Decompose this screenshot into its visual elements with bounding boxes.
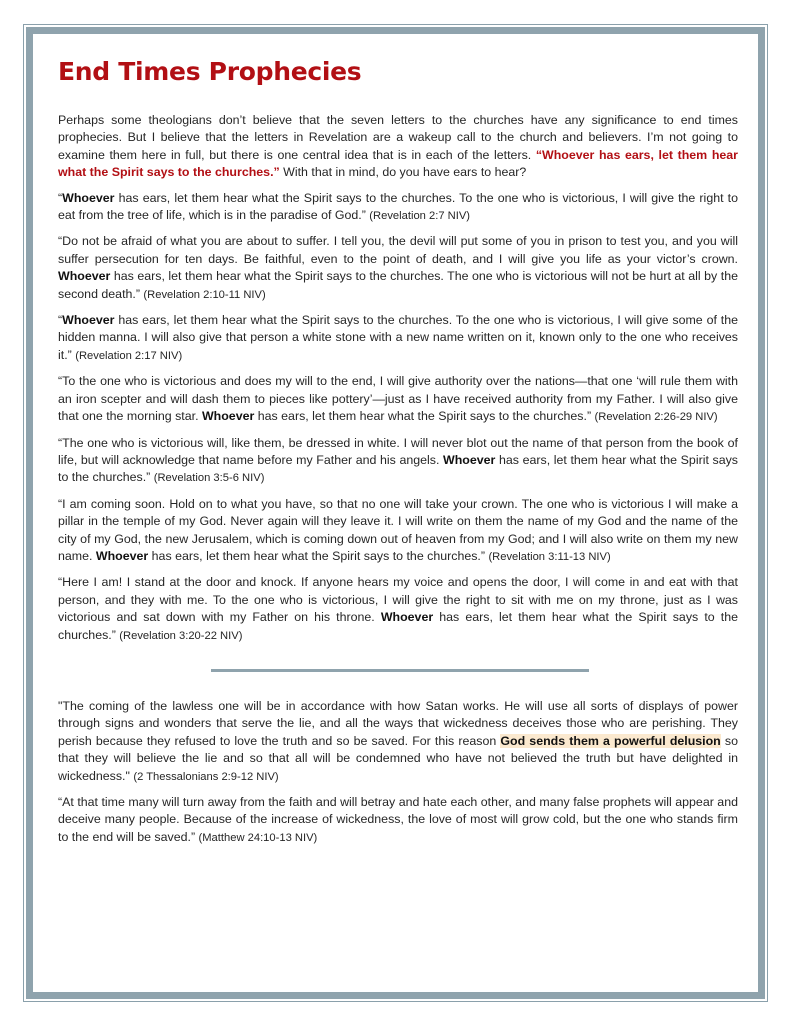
- verse-reference: (Revelation 3:20-22 NIV): [119, 629, 243, 642]
- verse-paragraph: [58, 312, 738, 365]
- verse-paragraph: [58, 435, 738, 488]
- verse-text: “Here I am! I stand at the door and knock. If anyone hears my voice and opens the door, I will come in and eat with that person, and they with me. To the one who is victorious, I will give the right to sit with me on my throne, just as I was victorious and sat down with my Father on his throne.: [58, 575, 738, 625]
- verse-paragraph: [58, 233, 738, 304]
- verse-text: “: [58, 313, 63, 328]
- verse-text: “I am coming soon. Hold on to what you have, so that no one will take your crown. The one who is victorious I will make a pillar in the temple of my God. Never again will they leave it. I will write on them the name of my God and the name of the city of my God, the new Jerusalem, which is coming down out of heaven from my God; and I will also write on them my new name.: [58, 496, 738, 563]
- verse-text: “: [58, 190, 63, 205]
- verse-text: has ears, let them hear what the Spirit says to the churches.”: [148, 548, 489, 563]
- verse-text: has ears, let them hear what the Spirit says to the churches.”: [254, 409, 595, 424]
- verse-reference: (Revelation 2:17 NIV): [75, 349, 183, 362]
- verse-reference: (Revelation 2:10-11 NIV): [143, 288, 266, 301]
- verse-paragraph: [58, 373, 738, 426]
- verse-text: “To the one who is victorious and does my will to the end, I will give authority over the nations—that one ‘will rule them with an iron scepter and will dash them to pieces like pottery’—just as I have received authority from my Father. I will also give that one the morning star.: [58, 374, 738, 424]
- verse-reference: (Revelation 2:7 NIV): [369, 210, 471, 223]
- verse-bold-word: Whoever: [62, 313, 115, 328]
- verse-paragraph: [58, 496, 738, 567]
- verse-bold-word: Whoever: [58, 269, 111, 284]
- matthew-paragraph: [58, 794, 738, 847]
- verse-text: has ears, let them hear what the Spirit says to the churches. To the one who is victorious, I will give the right to eat from the tree of life, which is in the paradise of God.”: [58, 190, 738, 223]
- verse-bold-word: Whoever: [201, 409, 255, 424]
- intro-paragraph: [58, 112, 738, 182]
- verse-text: has ears, let them hear what the Spirit says to the churches.”: [58, 610, 738, 642]
- intro-text-end: With that in mind, do you have ears to hear?: [279, 165, 527, 180]
- verse-reference: (Revelation 3:5-6 NIV): [153, 472, 265, 485]
- verse-text: so that they will believe the lie and so that all will be condemned who have not believed the truth but have delighted in wickedness.": [58, 733, 738, 783]
- highlighted-phrase: God sends them a powerful delusion: [500, 733, 721, 748]
- verse-reference: (2 Thessalonians 2:9-12 NIV): [133, 770, 279, 783]
- document-body: [58, 54, 738, 855]
- verse-paragraph: [58, 190, 738, 226]
- verse-reference: (Matthew 24:10-13 NIV): [198, 831, 318, 844]
- verse-text: "The coming of the lawless one will be in accordance with how Satan works. He will use all sorts of displays of power through signs and wonders that serve the lie, and all the ways that wickedness deceives those who are perishing. They perish because they refused to love the truth and so be saved. For this reason: [58, 698, 738, 748]
- verse-bold-word: Whoever: [443, 452, 496, 467]
- intro-highlight-quote: “Whoever has ears, let them hear what the Spirit says to the churches.”: [58, 147, 738, 180]
- verse-bold-word: Whoever: [95, 548, 149, 563]
- verse-bold-word: Whoever: [62, 190, 115, 205]
- verse-paragraph: [58, 574, 738, 645]
- section-divider: [211, 669, 589, 672]
- verse-text: has ears, let them hear what the Spirit says to the churches. To the one who is victorious, I will give some of the hidden manna. I will also give that person a white stone with a new name written on it, known only to the one who receives it.”: [58, 313, 738, 362]
- verse-text: “At that time many will turn away from the faith and will betray and hate each other, and many false prophets will appear and deceive many people. Because of the increase of wickedness, the love of most will grow cold, but the one who stands firm to the end will be saved.”: [58, 795, 738, 844]
- verse-bold-word: Whoever: [380, 610, 434, 625]
- verse-text: “Do not be afraid of what you are about to suffer. I tell you, the devil will put some of you in prison to test you, and you will suffer persecution for ten days. Be faithful, even to the point of death, and I will give you life as your victor’s crown.: [58, 234, 738, 266]
- verse-reference: (Revelation 2:26-29 NIV): [594, 411, 718, 424]
- verse-reference: (Revelation 3:11-13 NIV): [488, 550, 611, 563]
- intro-text: Perhaps some theologians don’t believe that the seven letters to the churches have any significance to end times prophecies. But I believe that the letters in Revelation are a wakeup call to the church and believers. I’m not going to examine them here in full, but there is one central idea that is in each of the letters.: [58, 113, 738, 162]
- verse-text: “The one who is victorious will, like them, be dressed in white. I will never blot out the name of that person from the book of life, but will acknowledge that name before my Father and his angels.: [58, 435, 738, 467]
- page-title: End Times Prophecies: [58, 57, 362, 86]
- verse-text: has ears, let them hear what the Spirit says to the churches.”: [58, 452, 738, 485]
- verse-text: has ears, let them hear what the Spirit says to the churches. The one who is victorious will not be hurt at all by the second death.”: [58, 269, 738, 301]
- thessalonians-paragraph: [58, 698, 738, 786]
